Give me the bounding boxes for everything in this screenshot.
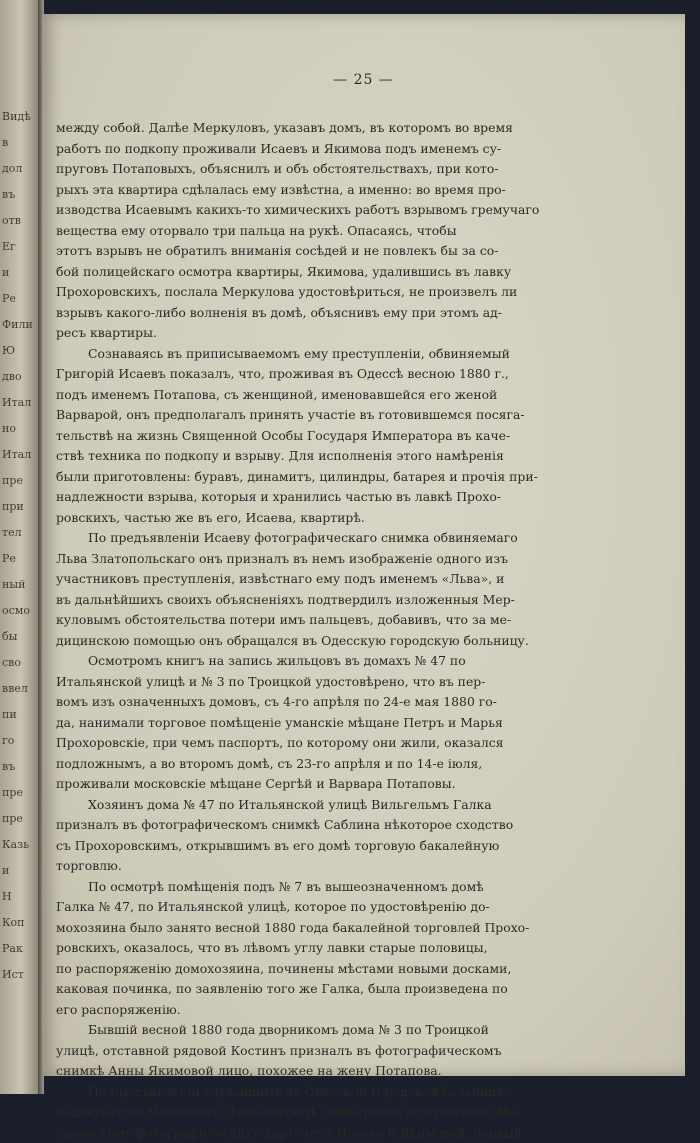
text-line: бой полицейскаго осмотра квартиры, Якимова, удалившись въ лавку [56,263,512,279]
text-line: его распоряженію. [56,1001,181,1017]
previous-page-fragment: но [2,422,16,435]
previous-page-fragment: въ [2,760,16,773]
text-line: куловымъ обстоятельства потери имъ пальцевъ, добавивъ, что за ме- [56,612,512,627]
document-page [42,14,685,1140]
text-line: каковая починка, по заявленію того же Галка, была произведена по [56,981,508,996]
previous-page-fragment: Н [2,890,12,903]
text-line: между собой. Далѣе Меркуловъ, указавъ домъ, въ которомъ во время [56,120,513,135]
previous-page-fragment: отв [2,214,21,227]
previous-page-fragment: Казь [2,838,30,851]
previous-page-fragment: го [2,734,15,747]
text-line: призналъ въ фотографическомъ снимкѣ Саблина нѣкоторое сходство [56,817,514,832]
text-line: тельствѣ на жизнь Священной Особы Государя Императора въ каче- [56,427,511,443]
text-line: Хозяинъ дома № 47 по Итальянской улицѣ Вильгельмъ Галка [88,796,492,812]
text-line: изводства Исаевымъ какихъ-то химическихъ работъ взрывомъ гремучаго [56,202,540,217]
previous-page-fragment: Видѣ [2,110,31,123]
text-line: Итальянской улицѣ и № 3 по Троицкой удостовѣрено, что въ пер- [56,673,486,689]
text-line: съ Прохоровскимъ, открывшимъ въ его домѣ торговую бакалейную [56,837,500,853]
previous-page-fragment: Ег [2,240,16,253]
previous-page-fragment: Итал [2,396,32,409]
text-line: подъ именемъ Потапова, съ женщиной, именовавшейся его женой [56,386,498,402]
text-line: Варварой, онъ предполагалъ принять участіе въ готовившемся посяга- [56,407,525,422]
text-line: ровскихъ, оказалось, что въ лѣвомъ углу лавки старые половицы, [56,940,488,955]
previous-page-fragment: пре [2,812,23,825]
text-line: да, нанимали торговое помѣщеніе уманскіе мѣщане Петръ и Марья [56,714,503,730]
text-line: рыхъ эта квартира сдѣлалась ему извѣстна, а именно: во время про- [56,181,506,197]
previous-page-fragment: тел [2,526,22,539]
text-line: мохозяина было занято весной 1880 года бакалейной торговлей Прохо- [56,919,530,935]
previous-page-fragment: Ю [2,344,16,357]
page-number: — 25 — [333,72,394,88]
previous-page-fragment: бы [2,630,18,643]
previous-page-fragment: Ре [2,292,16,305]
text-line: въ дальнѣйшихъ своихъ объясненіяхъ подтвердилъ изложенныя Мер- [56,591,515,607]
previous-page-fragment: Ист [2,968,24,981]
text-line: надзирателю Михайлову, фельдшерицѣ Симборской и служителю Ма- [56,1104,521,1119]
previous-page-fragment: ный [2,578,26,591]
text-line: вещества ему оторвало три пальца на рукѣ. Опасаясь, чтобы [56,222,457,238]
text-line: Прохоровскіе, при чемъ паспортъ, по которому они жили, оказался [56,735,504,750]
text-line: были приготовлены: буравъ, динамитъ, цилиндры, батарея и прочія при- [56,468,538,484]
text-line: по распоряженію домохозяина, починены мѣстами новыми досками, [56,960,512,976]
previous-page-fragment: Рак [2,942,23,955]
previous-page-fragment: и [2,266,10,279]
previous-page-fragment: осмо [2,604,30,617]
text-line: лаховскому фотографическихъ карточекъ Исаева и Якимовой, первый [56,1124,522,1140]
previous-page-fragment: Ре [2,552,16,565]
text-line: дицинскою помощью онъ обращался въ Одесскую городскую больницу. [56,632,529,648]
previous-page-fragment: Итал [2,448,32,461]
previous-page-fragment: дво [2,370,22,383]
previous-page-fragment: пре [2,474,23,487]
previous-page-fragment: ввел [2,682,28,695]
previous-page-edge [0,0,38,1094]
text-line: Льва Златопольскаго онъ призналъ въ немъ изображеніе одного изъ [56,550,508,566]
text-line: Галка № 47, по Итальянской улицѣ, которое по удостовѣренію до- [56,899,490,914]
text-line: Григорій Исаевъ показалъ, что, проживая въ Одессѣ весною 1880 г., [56,366,509,381]
previous-page-fragment: въ [2,188,16,201]
text-line: ровскихъ, частью же въ его, Исаева, квартирѣ. [56,509,365,525]
text-line: Прохоровскихъ, послала Меркулова удостовѣриться, не произвелъ ли [56,284,518,299]
previous-page-fragment: Фили [2,318,33,331]
text-line: По осмотрѣ помѣщенія подъ № 7 въ вышеозначенномъ домѣ [88,878,484,894]
text-line: надлежности взрыва, которыя и хранились частью въ лавкѣ Прохо- [56,489,502,504]
previous-page-fragment: дол [2,162,23,175]
text-line: подложнымъ, а во второмъ домѣ, съ 23-го апрѣля и по 14-е іюля, [56,755,483,771]
text-line: взрывъ какого-либо волненія въ домѣ, объяснивъ ему при этомъ ад- [56,304,502,320]
text-line: Осмотромъ книгъ на запись жильцовъ въ домахъ № 47 по [88,653,466,668]
previous-page-fragment: сво [2,656,21,669]
text-line: улицѣ, отставной рядовой Костинъ призналъ въ фотографическомъ [56,1042,502,1058]
text-line: работъ по подкопу проживали Исаевъ и Якимова подъ именемъ су- [56,140,502,156]
text-line: Сознаваясь въ приписываемомъ ему преступленіи, обвиняемый [88,345,510,361]
text-line: Бывшій весной 1880 года дворникомъ дома № 3 по Троицкой [88,1022,489,1037]
text-line: торговлю. [56,858,122,873]
text-line: По предъявленіи служащимъ въ Одесской городской больницѣ: [88,1083,508,1099]
previous-page-fragment: при [2,500,24,513]
previous-page-fragment: пре [2,786,23,799]
text-line: ресъ квартиры. [56,325,157,340]
text-line: проживали московскіе мѣщане Сергѣй и Варвара Потаповы. [56,776,456,791]
previous-page-fragment: пи [2,708,17,721]
text-line: участниковъ преступленія, извѣстнаго ему подъ именемъ «Льва», и [56,571,505,586]
text-line: ствѣ техника по подкопу и взрыву. Для исполненія этого намѣренія [56,448,504,463]
text-line: пруговъ Потаповыхъ, объяснилъ и объ обстоятельствахъ, при кото- [56,161,499,176]
text-line: этотъ взрывъ не обратилъ вниманія сосѣдей и не повлекъ бы за со- [56,243,499,258]
text-line: вомъ изъ означенныхъ домовъ, съ 4-го апрѣля по 24-е мая 1880 го- [56,694,497,709]
previous-page-fragment: Коп [2,916,25,929]
previous-page-fragment: в [2,136,9,149]
text-line: По предъявленіи Исаеву фотографическаго снимка обвиняемаго [88,530,518,545]
previous-page-fragment: и [2,864,10,877]
text-line: снимкѣ Анны Якимовой лицо, похожее на жену Потапова. [56,1063,442,1078]
